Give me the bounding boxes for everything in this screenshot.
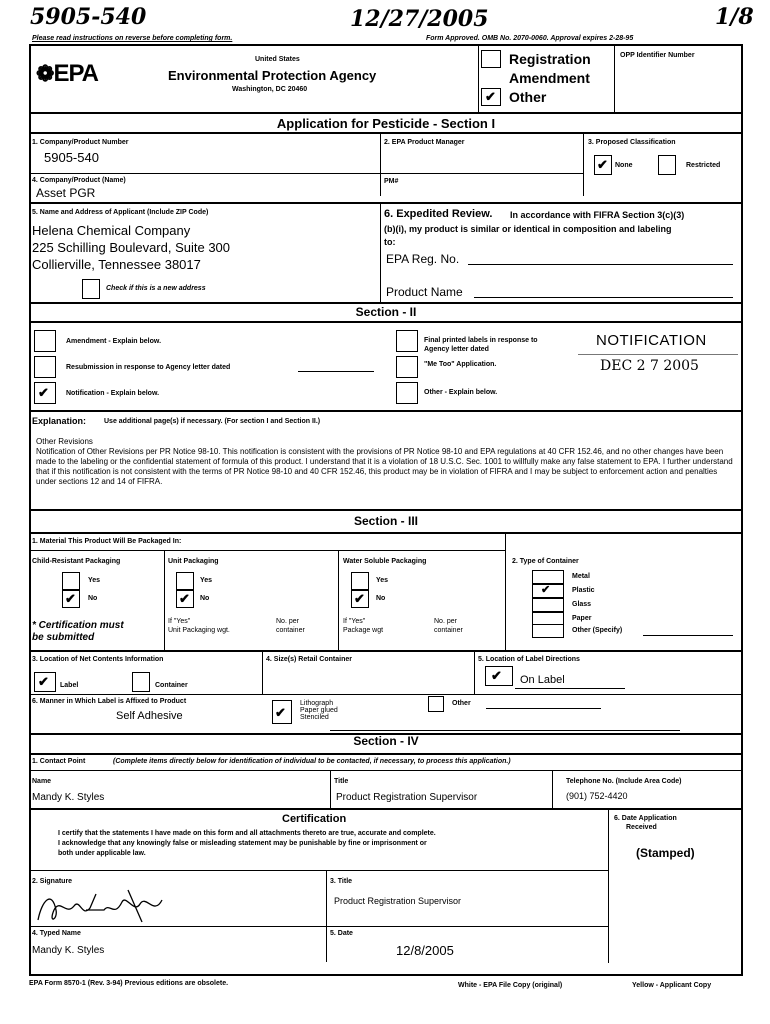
other-explain-checkbox[interactable] <box>396 382 418 404</box>
handwritten-date: 12/27/2005 <box>350 6 489 32</box>
explanation-label: Explanation: <box>32 416 87 426</box>
other-type-label: Other <box>509 89 547 105</box>
net-contents-container-checkbox[interactable] <box>132 672 150 692</box>
container-type-label: 2. Type of Container <box>512 558 579 565</box>
proposed-classification-label: 3. Proposed Classification <box>588 139 676 146</box>
child-resistant-no-label: No <box>88 595 98 602</box>
typed-name-label: 4. Typed Name <box>32 930 81 937</box>
container-plastic-label: Plastic <box>572 587 595 594</box>
signature-label: 2. Signature <box>32 878 73 885</box>
applicant-street: 225 Schilling Boulevard, Suite 300 <box>32 240 231 255</box>
contact-name-label: Name <box>32 778 52 785</box>
contact-title-value: Product Registration Supervisor <box>336 792 478 803</box>
unit-container-label: container <box>276 627 305 634</box>
classification-restricted-label: Restricted <box>686 162 721 169</box>
agency-name: Environmental Protection Agency <box>168 68 377 83</box>
classification-none-check-mark: ✔ <box>597 157 608 172</box>
resubmission-date-line[interactable] <box>298 371 374 372</box>
registration-checkbox[interactable] <box>481 50 501 68</box>
other-explain-label: Other - Explain below. <box>424 389 498 396</box>
contact-point-label: 1. Contact Point <box>32 758 86 765</box>
container-glass-label: Glass <box>572 601 592 608</box>
unit-packaging-yes-checkbox[interactable] <box>176 572 194 590</box>
unit-packaging-yes-label: Yes <box>200 577 213 584</box>
date-value: 12/8/2005 <box>396 943 454 958</box>
unit-no-per-label: No. per <box>276 618 299 625</box>
handwritten-product-number: 5905-540 <box>30 4 147 30</box>
date-received-label-2: Received <box>626 824 657 831</box>
unit-if-yes-label: If "Yes" <box>168 618 191 625</box>
container-glass-box[interactable] <box>532 598 564 612</box>
label-affixed-label: 6. Manner in Which Label is Affixed to Product <box>32 698 187 705</box>
water-soluble-label: Water Soluble Packaging <box>343 558 427 565</box>
epa-logo: ❁EPA <box>36 60 99 87</box>
typed-name-value: Mandy K. Styles <box>32 945 105 956</box>
other-revisions-heading: Other Revisions <box>36 437 93 446</box>
affix-lithograph-label: Lithograph <box>300 700 334 707</box>
expedited-review-text2: (b)(i), my product is similar or identical in composition and labeling <box>384 224 672 234</box>
product-manager-label: 2. EPA Product Manager <box>384 139 465 146</box>
company-product-name-label: 4. Company/Product (Name) <box>32 177 126 184</box>
net-contents-label: 3. Location of Net Contents Information <box>32 656 164 663</box>
final-labels-label: Final printed labels in response to <box>424 337 538 344</box>
label-directions-location-label: 5. Location of Label Directions <box>478 656 580 663</box>
unit-packaging-no-check-mark: ✔ <box>179 591 190 606</box>
classification-none-label: None <box>615 162 633 169</box>
water-no-per-label: No. per <box>434 618 457 625</box>
affix-methods-list <box>300 700 338 721</box>
unit-packaging-wgt-label: Unit Packaging wgt. <box>168 627 230 634</box>
pm-number-label: PM# <box>384 178 399 185</box>
child-resistant-no-check-mark: ✔ <box>65 591 76 606</box>
applicant-city: Collierville, Tennessee 38017 <box>32 257 201 272</box>
product-name-label: Product Name <box>386 285 463 299</box>
contact-title-label: Title <box>334 778 349 785</box>
date-received-label-1: 6. Date Application <box>614 815 677 822</box>
affix-stenciled-label: Stenciled <box>300 714 329 721</box>
signer-title-label: 3. Title <box>330 878 353 885</box>
child-resistant-yes-label: Yes <box>88 577 101 584</box>
yellow-copy-note: Yellow - Applicant Copy <box>632 982 712 989</box>
section4-title: Section - IV <box>353 734 419 748</box>
form-approved-note: Form Approved. OMB No. 2070-0060. Approval expires 2-28-95 <box>426 35 634 42</box>
epa-reg-no-label: EPA Reg. No. <box>386 252 460 266</box>
signer-title-value: Product Registration Supervisor <box>334 896 462 906</box>
notification-label: Notification - Explain below. <box>66 390 160 397</box>
telephone-value: (901) 752-4420 <box>566 791 628 801</box>
opp-identifier-label: OPP Identifier Number <box>620 52 695 59</box>
unit-packaging-label: Unit Packaging <box>168 558 219 565</box>
certification-text-1: I certify that the statements I have made on this form and all attachments thereto are true, accurate and complete. <box>58 830 436 837</box>
package-wgt-label: Package wgt <box>343 627 384 634</box>
epa-reg-no-line[interactable] <box>468 264 733 265</box>
container-metal-box[interactable] <box>532 570 564 584</box>
child-resistant-yes-checkbox[interactable] <box>62 572 80 590</box>
applicant-name: Helena Chemical Company <box>32 223 191 238</box>
water-soluble-yes-label: Yes <box>376 577 389 584</box>
container-other-box[interactable] <box>532 624 564 638</box>
company-product-number-value: 5905-540 <box>44 150 99 165</box>
agency-line1: United States <box>255 56 300 63</box>
water-soluble-no-check-mark: ✔ <box>354 591 365 606</box>
contact-point-hint: (Complete items directly below for identification of individual to be contacted, if necessary, to process this application.) <box>113 758 511 765</box>
section3-title: Section - III <box>353 514 418 528</box>
net-contents-container-option: Container <box>155 682 188 689</box>
product-name-line[interactable] <box>474 297 733 298</box>
certification-text-2: I acknowledge that any knowingly false or misleading statement may be punishable by fine or imprisonment or <box>58 840 427 847</box>
certification-note-1: * Certification must <box>32 620 124 631</box>
container-plastic-check-mark: ✔ <box>541 584 551 596</box>
notification-check-mark: ✔ <box>38 385 49 400</box>
section1-title: Application for Pesticide - Section I <box>276 116 496 131</box>
classification-restricted-checkbox[interactable] <box>658 155 676 175</box>
company-product-name-value: Asset PGR <box>36 186 96 200</box>
certification-text-3: both under applicable law. <box>58 850 146 857</box>
date-label: 5. Date <box>330 930 353 937</box>
new-address-checkbox[interactable] <box>82 279 100 299</box>
water-soluble-yes-checkbox[interactable] <box>351 572 369 590</box>
applicant-address-label: 5. Name and Address of Applicant (Include ZIP Code) <box>32 209 209 216</box>
amendment-label: Amendment <box>509 70 590 86</box>
label-affixed-value: Self Adhesive <box>116 710 183 722</box>
affix-other-line[interactable] <box>486 708 601 709</box>
stamped-label: (Stamped) <box>636 846 695 860</box>
signature-image <box>30 880 200 928</box>
container-paper-label: Paper <box>572 615 592 622</box>
net-contents-label-check-mark: ✔ <box>38 674 49 689</box>
agency-city: Washington, DC 20460 <box>232 86 308 93</box>
label-directions-check-mark: ✔ <box>491 668 502 683</box>
white-copy-note: White - EPA File Copy (original) <box>458 982 563 989</box>
container-other-label: Other (Specify) <box>572 627 623 634</box>
affix-other-checkbox[interactable] <box>428 696 444 712</box>
explanation-hint: Use additional page(s) if necessary. (For section I and Section II.) <box>104 418 321 425</box>
form-number: EPA Form 8570-1 (Rev. 3-94) Previous editions are obsolete. <box>29 980 229 987</box>
net-contents-label-option: Label <box>60 682 79 689</box>
amendment-label: Amendment - Explain below. <box>66 338 162 345</box>
section2-title: Section - II <box>355 305 417 319</box>
telephone-label: Telephone No. (Include Area Code) <box>566 778 682 785</box>
container-other-line[interactable] <box>643 635 733 636</box>
me-too-label: "Me Too" Application. <box>424 361 497 368</box>
company-product-number-label: 1. Company/Product Number <box>32 139 129 146</box>
lithograph-check-mark: ✔ <box>275 705 286 720</box>
final-labels-checkbox[interactable] <box>396 330 418 352</box>
certification-title: Certification <box>282 813 347 825</box>
instructions-note: Please read instructions on reverse before completing form. <box>32 35 233 42</box>
expedited-review-title: 6. Expedited Review. <box>384 208 493 220</box>
container-metal-label: Metal <box>572 573 590 580</box>
unit-packaging-no-label: No <box>200 595 210 602</box>
epa-flower-icon: ❁ <box>36 61 54 86</box>
notification-stamp-title: NOTIFICATION <box>596 332 707 349</box>
water-soluble-no-label: No <box>376 595 386 602</box>
label-directions-value: On Label <box>520 674 565 686</box>
resubmission-checkbox[interactable] <box>34 356 56 378</box>
packaging-question: 1. Material This Product Will Be Packaged In: <box>32 538 182 545</box>
water-container-label: container <box>434 627 463 634</box>
water-if-yes-label: If "Yes" <box>343 618 366 625</box>
handwritten-page-mark: 1/8 <box>715 4 754 30</box>
amendment-checkbox[interactable] <box>34 330 56 352</box>
affix-other-label: Other <box>452 700 471 707</box>
notification-stamp-date: DEC 2 7 2005 <box>600 358 699 374</box>
expedited-review-text3: to: <box>384 237 396 247</box>
new-address-label: Check if this is a new address <box>106 285 206 292</box>
other-type-check-mark: ✔ <box>485 89 496 104</box>
me-too-checkbox[interactable] <box>396 356 418 378</box>
affix-paper-glued-label: Paper glued <box>300 707 338 714</box>
contact-name-value: Mandy K. Styles <box>32 792 105 803</box>
child-resistant-label: Child-Resistant Packaging <box>32 558 121 565</box>
certification-note-2: be submitted <box>32 632 95 643</box>
agency-letter-label: Agency letter dated <box>424 346 489 353</box>
expedited-review-text1: In accordance with FIFRA Section 3(c)(3) <box>510 210 685 220</box>
resubmission-label: Resubmission in response to Agency letter dated <box>66 364 231 371</box>
retail-container-size-label: 4. Size(s) Retail Container <box>266 656 352 663</box>
explanation-text: Notification of Other Revisions per PR Notice 98-10. This notification is consistent with the provisions of PR Notice 98-10 and EPA regulations at 40 CFR 152.46, and no other changes have been made to the labeling or the confidential statement of formula of this product. I understand that it is a violation of 18 U.S.C. Sec. 1001 to willfully make any false statement to EPA. I further understand that if this notification is not consistent with the terms of PR Notice 98-10 and 40 CFR 152.46, this product may be in violation of FIFRA and I may be subject to enforcement action and penalties under sections 12 and 14 of FIFRA. <box>36 447 733 486</box>
registration-label: Registration <box>509 51 591 67</box>
